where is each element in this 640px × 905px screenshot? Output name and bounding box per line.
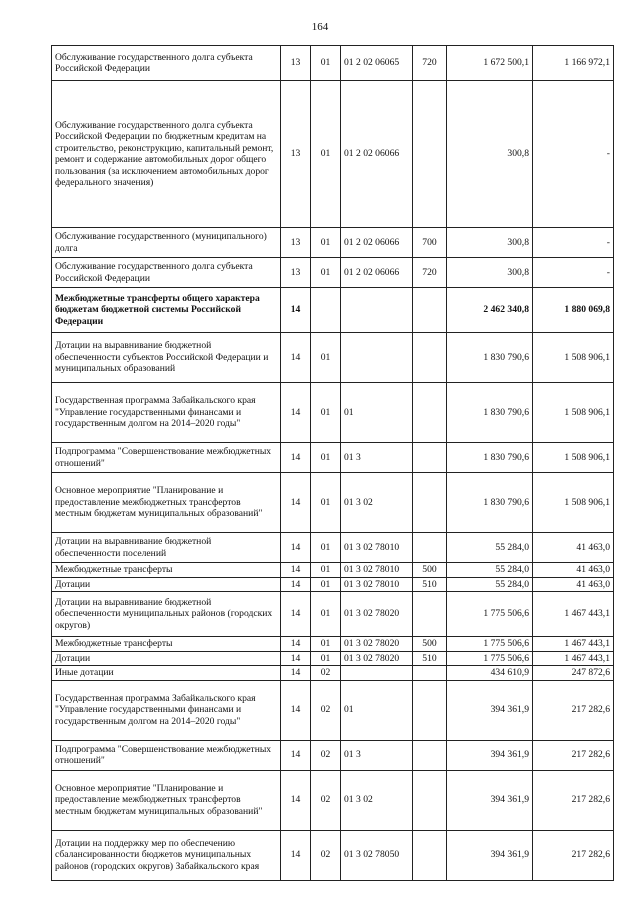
sum-2020-cell: 247 872,6 [533, 666, 614, 681]
razdel-cell: 14 [281, 666, 311, 681]
sum-2020-cell: 1 508 906,1 [533, 333, 614, 383]
razdel-cell: 14 [281, 383, 311, 443]
sum-2020-cell: 1 508 906,1 [533, 443, 614, 473]
row-name: Государственная программа Забайкальского края "Управление государственными финансами и государственным долгом на 2014–2020 годы" [52, 680, 281, 740]
sum-2019-cell: 1 830 790,6 [447, 333, 533, 383]
table-row [52, 473, 614, 533]
podrazdel-cell: 01 [311, 473, 341, 533]
sum-2019-cell: 300,8 [447, 228, 533, 258]
vr-cell [413, 443, 447, 473]
csr-cell: 01 2 02 06065 [341, 46, 413, 81]
podrazdel-cell [311, 288, 341, 333]
table-row [52, 740, 614, 770]
razdel-cell: 14 [281, 830, 311, 880]
razdel-cell: 14 [281, 473, 311, 533]
sum-2019-cell: 1 830 790,6 [447, 473, 533, 533]
sum-2020-cell: - [533, 81, 614, 228]
sum-2020-cell: 41 463,0 [533, 563, 614, 578]
table-row [52, 533, 614, 563]
sum-2020-cell: 41 463,0 [533, 533, 614, 563]
sum-2019-cell: 1 672 500,1 [447, 46, 533, 81]
vr-cell: 500 [413, 637, 447, 652]
csr-cell: 01 3 02 78020 [341, 651, 413, 666]
sum-2020-cell: 1 508 906,1 [533, 473, 614, 533]
table-row [52, 770, 614, 830]
razdel-cell: 14 [281, 592, 311, 637]
row-name: Обслуживание государственного долга субъекта Российской Федерации по бюджетным кредитам на строительство, реконструкцию, капитальный ремонт, ремонт и содержание автомобильных дорог общего пользования (за исключением автомобильных дорог федерального значения) [52, 81, 281, 228]
csr-cell: 01 2 02 06066 [341, 81, 413, 228]
row-name: Государственная программа Забайкальского края "Управление государственными финансами и государственным долгом на 2014–2020 годы" [52, 383, 281, 443]
csr-cell: 01 2 02 06066 [341, 258, 413, 288]
csr-cell: 01 3 02 [341, 770, 413, 830]
vr-cell: 500 [413, 563, 447, 578]
row-name: Иные дотации [52, 666, 281, 681]
sum-2020-cell: 1 467 443,1 [533, 592, 614, 637]
csr-cell: 01 3 02 78050 [341, 830, 413, 880]
vr-cell [413, 830, 447, 880]
podrazdel-cell: 01 [311, 81, 341, 228]
table-row [52, 383, 614, 443]
csr-cell: 01 3 [341, 740, 413, 770]
table-row [52, 443, 614, 473]
podrazdel-cell: 01 [311, 563, 341, 578]
sum-2019-cell: 394 361,9 [447, 830, 533, 880]
sum-2020-cell: 1 166 972,1 [533, 46, 614, 81]
razdel-cell: 14 [281, 288, 311, 333]
row-name: Межбюджетные трансферты общего характера бюджетам бюджетной системы Российской Федерации [52, 288, 281, 333]
vr-cell [413, 666, 447, 681]
csr-cell: 01 2 02 06066 [341, 228, 413, 258]
csr-cell: 01 3 02 78010 [341, 577, 413, 592]
row-name: Межбюджетные трансферты [52, 563, 281, 578]
podrazdel-cell: 01 [311, 228, 341, 258]
row-name: Основное мероприятие "Планирование и предоставление межбюджетных трансфертов местным бюджетам муниципальных образований" [52, 473, 281, 533]
sum-2019-cell: 1 775 506,6 [447, 637, 533, 652]
sum-2020-cell: 41 463,0 [533, 577, 614, 592]
csr-cell: 01 3 02 78020 [341, 592, 413, 637]
sum-2019-cell: 300,8 [447, 81, 533, 228]
sum-2019-cell: 1 830 790,6 [447, 383, 533, 443]
vr-cell [413, 740, 447, 770]
page-number: 164 [311, 21, 329, 33]
podrazdel-cell: 02 [311, 680, 341, 740]
podrazdel-cell: 01 [311, 383, 341, 443]
razdel-cell: 14 [281, 770, 311, 830]
razdel-cell: 13 [281, 46, 311, 81]
table-row [52, 651, 614, 666]
sum-2019-cell: 55 284,0 [447, 563, 533, 578]
row-name: Дотации [52, 651, 281, 666]
csr-cell: 01 3 02 78010 [341, 563, 413, 578]
razdel-cell: 14 [281, 740, 311, 770]
sum-2019-cell: 394 361,9 [447, 680, 533, 740]
podrazdel-cell: 02 [311, 770, 341, 830]
table-row [52, 680, 614, 740]
razdel-cell: 14 [281, 443, 311, 473]
podrazdel-cell: 01 [311, 443, 341, 473]
podrazdel-cell: 02 [311, 740, 341, 770]
sum-2020-cell: 217 282,6 [533, 770, 614, 830]
sum-2020-cell: 1 467 443,1 [533, 651, 614, 666]
vr-cell: 510 [413, 651, 447, 666]
razdel-cell: 13 [281, 228, 311, 258]
podrazdel-cell: 01 [311, 258, 341, 288]
podrazdel-cell: 01 [311, 592, 341, 637]
row-name: Подпрограмма "Совершенствование межбюджетных отношений" [52, 443, 281, 473]
razdel-cell: 14 [281, 333, 311, 383]
podrazdel-cell: 01 [311, 577, 341, 592]
sum-2020-cell: 217 282,6 [533, 830, 614, 880]
table-row [52, 81, 614, 228]
sum-2019-cell: 1 830 790,6 [447, 443, 533, 473]
podrazdel-cell: 01 [311, 651, 341, 666]
csr-cell [341, 288, 413, 333]
sum-2019-cell: 300,8 [447, 258, 533, 288]
budget-table [51, 45, 614, 881]
row-name: Дотации на выравнивание бюджетной обеспеченности субъектов Российской Федерации и муниципальных образований [52, 333, 281, 383]
csr-cell: 01 [341, 383, 413, 443]
csr-cell: 01 3 02 [341, 473, 413, 533]
sum-2020-cell: 1 508 906,1 [533, 383, 614, 443]
podrazdel-cell: 01 [311, 46, 341, 81]
vr-cell [413, 770, 447, 830]
sum-2019-cell: 2 462 340,8 [447, 288, 533, 333]
table-row [52, 666, 614, 681]
podrazdel-cell: 01 [311, 637, 341, 652]
table-row [52, 288, 614, 333]
vr-cell [413, 383, 447, 443]
sum-2020-cell: 217 282,6 [533, 680, 614, 740]
row-name: Дотации на поддержку мер по обеспечению сбалансированности бюджетов муниципальных районов (городских округов) Забайкальского края [52, 830, 281, 880]
vr-cell: 720 [413, 258, 447, 288]
razdel-cell: 14 [281, 533, 311, 563]
razdel-cell: 14 [281, 577, 311, 592]
razdel-cell: 14 [281, 637, 311, 652]
row-name: Обслуживание государственного долга субъекта Российской Федерации [52, 46, 281, 81]
sum-2020-cell: - [533, 228, 614, 258]
vr-cell [413, 592, 447, 637]
sum-2019-cell: 434 610,9 [447, 666, 533, 681]
row-name: Дотации [52, 577, 281, 592]
sum-2020-cell: 1 880 069,8 [533, 288, 614, 333]
razdel-cell: 14 [281, 563, 311, 578]
vr-cell: 700 [413, 228, 447, 258]
csr-cell: 01 3 [341, 443, 413, 473]
sum-2019-cell: 1 775 506,6 [447, 592, 533, 637]
sum-2019-cell: 55 284,0 [447, 577, 533, 592]
razdel-cell: 13 [281, 258, 311, 288]
razdel-cell: 14 [281, 651, 311, 666]
podrazdel-cell: 02 [311, 666, 341, 681]
row-name: Обслуживание государственного (муниципального) долга [52, 228, 281, 258]
razdel-cell: 13 [281, 81, 311, 228]
sum-2019-cell: 1 775 506,6 [447, 651, 533, 666]
vr-cell [413, 473, 447, 533]
vr-cell [413, 680, 447, 740]
table-row [52, 228, 614, 258]
podrazdel-cell: 02 [311, 830, 341, 880]
row-name: Дотации на выравнивание бюджетной обеспеченности поселений [52, 533, 281, 563]
csr-cell: 01 3 02 78010 [341, 533, 413, 563]
podrazdel-cell: 01 [311, 533, 341, 563]
podrazdel-cell: 01 [311, 333, 341, 383]
sum-2020-cell: 1 467 443,1 [533, 637, 614, 652]
table-row [52, 577, 614, 592]
sum-2019-cell: 394 361,9 [447, 740, 533, 770]
vr-cell: 720 [413, 46, 447, 81]
table-row [52, 592, 614, 637]
table-row [52, 46, 614, 81]
row-name: Дотации на выравнивание бюджетной обеспеченности муниципальных районов (городских округов) [52, 592, 281, 637]
csr-cell [341, 333, 413, 383]
table-row [52, 333, 614, 383]
vr-cell: 510 [413, 577, 447, 592]
sum-2019-cell: 55 284,0 [447, 533, 533, 563]
row-name: Подпрограмма "Совершенствование межбюджетных отношений" [52, 740, 281, 770]
sum-2019-cell: 394 361,9 [447, 770, 533, 830]
sum-2020-cell: 217 282,6 [533, 740, 614, 770]
vr-cell [413, 288, 447, 333]
row-name: Обслуживание государственного долга субъекта Российской Федерации [52, 258, 281, 288]
vr-cell [413, 333, 447, 383]
razdel-cell: 14 [281, 680, 311, 740]
table-row [52, 258, 614, 288]
table-row [52, 830, 614, 880]
vr-cell [413, 81, 447, 228]
sum-2020-cell: - [533, 258, 614, 288]
csr-cell: 01 [341, 680, 413, 740]
csr-cell: 01 3 02 78020 [341, 637, 413, 652]
row-name: Основное мероприятие "Планирование и предоставление межбюджетных трансфертов местным бюджетам муниципальных образований" [52, 770, 281, 830]
table-row [52, 563, 614, 578]
vr-cell [413, 533, 447, 563]
row-name: Межбюджетные трансферты [52, 637, 281, 652]
table-row [52, 637, 614, 652]
csr-cell [341, 666, 413, 681]
